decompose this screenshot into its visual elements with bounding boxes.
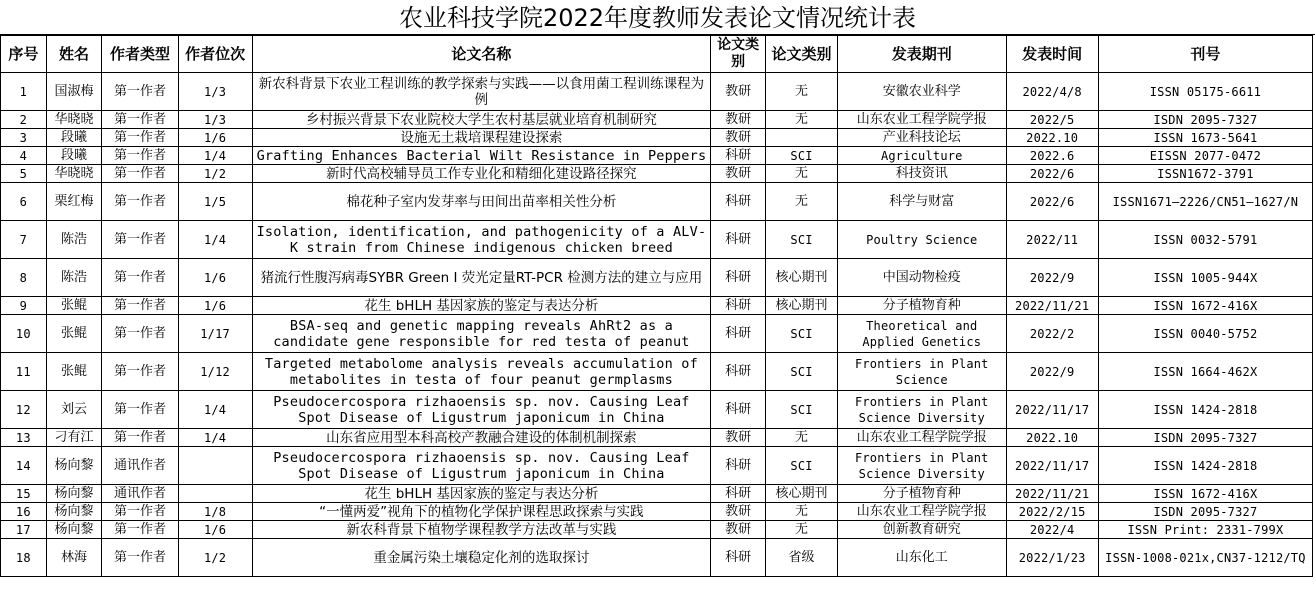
cell-issn: ISDN 2095-7327	[1098, 429, 1312, 447]
table-row	[1, 147, 1313, 165]
cell-journal: Frontiers in Plant Science	[838, 353, 1006, 391]
cell-date: 2022/2/15	[1006, 503, 1098, 521]
cell-category: 科研	[711, 485, 766, 503]
cell-category: 教研	[711, 165, 766, 183]
cell-no: 3	[1, 129, 47, 147]
cell-category: 科研	[711, 447, 766, 485]
cell-issn: ISSN1672-3791	[1098, 165, 1312, 183]
cell-issn: ISSN 1672-416X	[1098, 297, 1312, 315]
cell-name: 杨向黎	[46, 485, 102, 503]
cell-no: 8	[1, 259, 47, 297]
cell-name: 杨向黎	[46, 521, 102, 539]
cell-date: 2022/1/23	[1006, 539, 1098, 577]
cell-issn: ISSN1671—2226/CN51—1627/N	[1098, 183, 1312, 221]
cell-issn: ISSN 1005-944X	[1098, 259, 1312, 297]
cell-no: 10	[1, 315, 47, 353]
cell-date: 2022.6	[1006, 147, 1098, 165]
cell-position: 1/6	[178, 259, 252, 297]
cell-no: 7	[1, 221, 47, 259]
cell-date: 2022/11/17	[1006, 447, 1098, 485]
cell-issn: ISSN 1424-2818	[1098, 391, 1312, 429]
cell-journal: 安徽农业科学	[838, 73, 1006, 111]
cell-issn: ISDN 2095-7327	[1098, 111, 1312, 129]
table-row	[1, 391, 1313, 429]
cell-position: 1/2	[178, 539, 252, 577]
cell-paper: 花生 bHLH 基因家族的鉴定与表达分析	[252, 485, 711, 503]
cell-date: 2022/11/17	[1006, 391, 1098, 429]
cell-level: 核心期刊	[766, 485, 838, 503]
cell-name: 林海	[46, 539, 102, 577]
cell-name: 张鲲	[46, 353, 102, 391]
cell-category: 科研	[711, 353, 766, 391]
cell-position: 1/4	[178, 429, 252, 447]
cell-level: SCI	[766, 391, 838, 429]
cell-position: 1/6	[178, 297, 252, 315]
cell-journal: Frontiers in Plant Science Diversity	[838, 391, 1006, 429]
cell-category: 教研	[711, 129, 766, 147]
cell-name: 陈浩	[46, 259, 102, 297]
cell-journal: 中国动物检疫	[838, 259, 1006, 297]
cell-journal: 山东化工	[838, 539, 1006, 577]
cell-position: 1/4	[178, 391, 252, 429]
cell-issn: ISSN-1008-021x,CN37-1212/TQ	[1098, 539, 1312, 577]
cell-paper: BSA-seq and genetic mapping reveals AhRt2 as a candidate gene responsible for red testa of peanut	[252, 315, 711, 353]
cell-paper: 重金属污染土壤稳定化剂的选取探讨	[252, 539, 711, 577]
cell-position: 1/12	[178, 353, 252, 391]
cell-issn: ISSN Print: 2331-799X	[1098, 521, 1312, 539]
cell-no: 15	[1, 485, 47, 503]
cell-category: 科研	[711, 147, 766, 165]
cell-position: 1/3	[178, 73, 252, 111]
cell-no: 6	[1, 183, 47, 221]
header-date: 发表时间	[1006, 36, 1098, 73]
cell-category: 科研	[711, 259, 766, 297]
cell-journal: 山东农业工程学院学报	[838, 429, 1006, 447]
cell-date: 2022/11/21	[1006, 485, 1098, 503]
cell-role: 第一作者	[102, 353, 178, 391]
header-name: 姓名	[46, 36, 102, 73]
cell-no: 12	[1, 391, 47, 429]
cell-name: 华晓晓	[46, 111, 102, 129]
cell-date: 2022/2	[1006, 315, 1098, 353]
cell-name: 张鲲	[46, 315, 102, 353]
cell-category: 教研	[711, 429, 766, 447]
cell-category: 科研	[711, 183, 766, 221]
cell-role: 第一作者	[102, 297, 178, 315]
cell-role: 第一作者	[102, 521, 178, 539]
cell-category: 科研	[711, 391, 766, 429]
cell-position: 1/6	[178, 129, 252, 147]
cell-no: 16	[1, 503, 47, 521]
cell-issn: ISSN 0032-5791	[1098, 221, 1312, 259]
cell-journal: 科技资讯	[838, 165, 1006, 183]
cell-level: 无	[766, 183, 838, 221]
cell-no: 1	[1, 73, 47, 111]
header-position: 作者位次	[178, 36, 252, 73]
cell-date: 2022/4	[1006, 521, 1098, 539]
header-level: 论文类别	[766, 36, 838, 73]
table-row	[1, 447, 1313, 485]
table-row	[1, 539, 1313, 577]
cell-level: 无	[766, 429, 838, 447]
header-paper: 论文名称	[252, 36, 711, 73]
cell-paper: 猪流行性腹泻病毒SYBR Green I 荧光定量RT-PCR 检测方法的建立与应用	[252, 259, 711, 297]
cell-paper: Pseudocercospora rizhaoensis sp. nov. Causing Leaf Spot Disease of Ligustrum japonicum in China	[252, 391, 711, 429]
cell-role: 第一作者	[102, 165, 178, 183]
cell-level: 核心期刊	[766, 259, 838, 297]
cell-level: 无	[766, 73, 838, 111]
table-row	[1, 129, 1313, 147]
cell-journal: Poultry Science	[838, 221, 1006, 259]
cell-level: 无	[766, 503, 838, 521]
cell-date: 2022/4/8	[1006, 73, 1098, 111]
table-row	[1, 111, 1313, 129]
header-row	[1, 36, 1313, 73]
cell-no: 2	[1, 111, 47, 129]
cell-issn: ISDN 2095-7327	[1098, 503, 1312, 521]
cell-level: SCI	[766, 353, 838, 391]
cell-name: 栗红梅	[46, 183, 102, 221]
cell-category: 科研	[711, 539, 766, 577]
header-category: 论文类别	[711, 36, 766, 73]
cell-issn: ISSN 1673-5641	[1098, 129, 1312, 147]
cell-paper: 设施无土栽培课程建设探索	[252, 129, 711, 147]
table-row	[1, 73, 1313, 111]
cell-position: 1/5	[178, 183, 252, 221]
cell-name: 华晓晓	[46, 165, 102, 183]
cell-date: 2022/5	[1006, 111, 1098, 129]
cell-name: 段曦	[46, 129, 102, 147]
cell-paper: 山东省应用型本科高校产教融合建设的体制机制探索	[252, 429, 711, 447]
paper-table	[0, 35, 1313, 577]
cell-issn: EISSN 2077-0472	[1098, 147, 1312, 165]
cell-level: SCI	[766, 147, 838, 165]
cell-issn: ISSN 05175-6611	[1098, 73, 1312, 111]
cell-no: 17	[1, 521, 47, 539]
cell-name: 刘云	[46, 391, 102, 429]
cell-journal: Frontiers in Plant Science Diversity	[838, 447, 1006, 485]
cell-position: 1/2	[178, 165, 252, 183]
cell-journal: 分子植物育种	[838, 297, 1006, 315]
cell-paper: 新农科背景下农业工程训练的教学探索与实践——以食用菌工程训练课程为例	[252, 73, 711, 111]
cell-level: 核心期刊	[766, 297, 838, 315]
cell-role: 通讯作者	[102, 485, 178, 503]
table-row	[1, 259, 1313, 297]
table-row	[1, 315, 1313, 353]
cell-category: 科研	[711, 315, 766, 353]
page-title: 农业科技学院2022年度教师发表论文情况统计表	[0, 0, 1315, 35]
cell-journal: 科学与财富	[838, 183, 1006, 221]
cell-journal: 分子植物育种	[838, 485, 1006, 503]
cell-position	[178, 485, 252, 503]
cell-role: 第一作者	[102, 315, 178, 353]
cell-role: 第一作者	[102, 503, 178, 521]
cell-name: 杨向黎	[46, 503, 102, 521]
cell-date: 2022/6	[1006, 165, 1098, 183]
cell-paper: Grafting Enhances Bacterial Wilt Resistance in Peppers	[252, 147, 711, 165]
table-row	[1, 485, 1313, 503]
table-row	[1, 353, 1313, 391]
cell-journal: 产业科技论坛	[838, 129, 1006, 147]
header-role: 作者类型	[102, 36, 178, 73]
cell-paper: Pseudocercospora rizhaoensis sp. nov. Causing Leaf Spot Disease of Ligustrum japonicum in China	[252, 447, 711, 485]
cell-date: 2022.10	[1006, 129, 1098, 147]
cell-level: 省级	[766, 539, 838, 577]
cell-name: 陈浩	[46, 221, 102, 259]
cell-category: 教研	[711, 111, 766, 129]
header-no: 序号	[1, 36, 47, 73]
cell-paper: 新时代高校辅导员工作专业化和精细化建设路径探究	[252, 165, 711, 183]
cell-name: 杨向黎	[46, 447, 102, 485]
cell-journal: 山东农业工程学院学报	[838, 111, 1006, 129]
cell-role: 第一作者	[102, 429, 178, 447]
cell-no: 5	[1, 165, 47, 183]
table-row	[1, 183, 1313, 221]
cell-level: SCI	[766, 447, 838, 485]
cell-date: 2022/11	[1006, 221, 1098, 259]
cell-paper: 花生 bHLH 基因家族的鉴定与表达分析	[252, 297, 711, 315]
cell-issn: ISSN 0040-5752	[1098, 315, 1312, 353]
cell-category: 教研	[711, 521, 766, 539]
cell-category: 科研	[711, 297, 766, 315]
table-row	[1, 429, 1313, 447]
cell-level: 无	[766, 521, 838, 539]
cell-journal: 山东农业工程学院学报	[838, 503, 1006, 521]
cell-role: 第一作者	[102, 183, 178, 221]
cell-level: SCI	[766, 221, 838, 259]
cell-position: 1/8	[178, 503, 252, 521]
cell-name: 张鲲	[46, 297, 102, 315]
header-issn: 刊号	[1098, 36, 1312, 73]
cell-level: 无	[766, 111, 838, 129]
cell-level	[766, 129, 838, 147]
cell-journal: Agriculture	[838, 147, 1006, 165]
cell-level: SCI	[766, 315, 838, 353]
cell-role: 第一作者	[102, 221, 178, 259]
cell-date: 2022/6	[1006, 183, 1098, 221]
cell-position: 1/4	[178, 147, 252, 165]
cell-no: 14	[1, 447, 47, 485]
cell-date: 2022/9	[1006, 259, 1098, 297]
cell-date: 2022.10	[1006, 429, 1098, 447]
cell-paper: 棉花种子室内发芽率与田间出苗率相关性分析	[252, 183, 711, 221]
cell-date: 2022/9	[1006, 353, 1098, 391]
cell-level: 无	[766, 165, 838, 183]
cell-role: 第一作者	[102, 147, 178, 165]
cell-role: 通讯作者	[102, 447, 178, 485]
cell-position	[178, 447, 252, 485]
cell-paper: “一懂两爱”视角下的植物化学保护课程思政探索与实践	[252, 503, 711, 521]
cell-no: 9	[1, 297, 47, 315]
cell-position: 1/6	[178, 521, 252, 539]
cell-paper: 新农科背景下植物学课程教学方法改革与实践	[252, 521, 711, 539]
cell-position: 1/17	[178, 315, 252, 353]
cell-position: 1/3	[178, 111, 252, 129]
cell-category: 科研	[711, 221, 766, 259]
cell-role: 第一作者	[102, 73, 178, 111]
cell-role: 第一作者	[102, 129, 178, 147]
header-journal: 发表期刊	[838, 36, 1006, 73]
cell-no: 18	[1, 539, 47, 577]
cell-journal: Theoretical and Applied Genetics	[838, 315, 1006, 353]
cell-paper: 乡村振兴背景下农业院校大学生农村基层就业培育机制研究	[252, 111, 711, 129]
cell-no: 11	[1, 353, 47, 391]
cell-role: 第一作者	[102, 259, 178, 297]
cell-category: 教研	[711, 73, 766, 111]
cell-paper: Targeted metabolome analysis reveals accumulation of metabolites in testa of four peanut germplasms	[252, 353, 711, 391]
cell-role: 第一作者	[102, 391, 178, 429]
table-row	[1, 297, 1313, 315]
cell-no: 13	[1, 429, 47, 447]
cell-journal: 创新教育研究	[838, 521, 1006, 539]
cell-issn: ISSN 1672-416X	[1098, 485, 1312, 503]
table-row	[1, 521, 1313, 539]
cell-role: 第一作者	[102, 539, 178, 577]
table-row	[1, 503, 1313, 521]
cell-name: 国淑梅	[46, 73, 102, 111]
cell-name: 刁有江	[46, 429, 102, 447]
cell-name: 段曦	[46, 147, 102, 165]
cell-issn: ISSN 1424-2818	[1098, 447, 1312, 485]
table-row	[1, 221, 1313, 259]
cell-category: 教研	[711, 503, 766, 521]
cell-position: 1/4	[178, 221, 252, 259]
table-row	[1, 165, 1313, 183]
cell-date: 2022/11/21	[1006, 297, 1098, 315]
cell-issn: ISSN 1664-462X	[1098, 353, 1312, 391]
cell-role: 第一作者	[102, 111, 178, 129]
cell-no: 4	[1, 147, 47, 165]
cell-paper: Isolation, identification, and pathogenicity of a ALV-K strain from Chinese indigenous chicken breed	[252, 221, 711, 259]
